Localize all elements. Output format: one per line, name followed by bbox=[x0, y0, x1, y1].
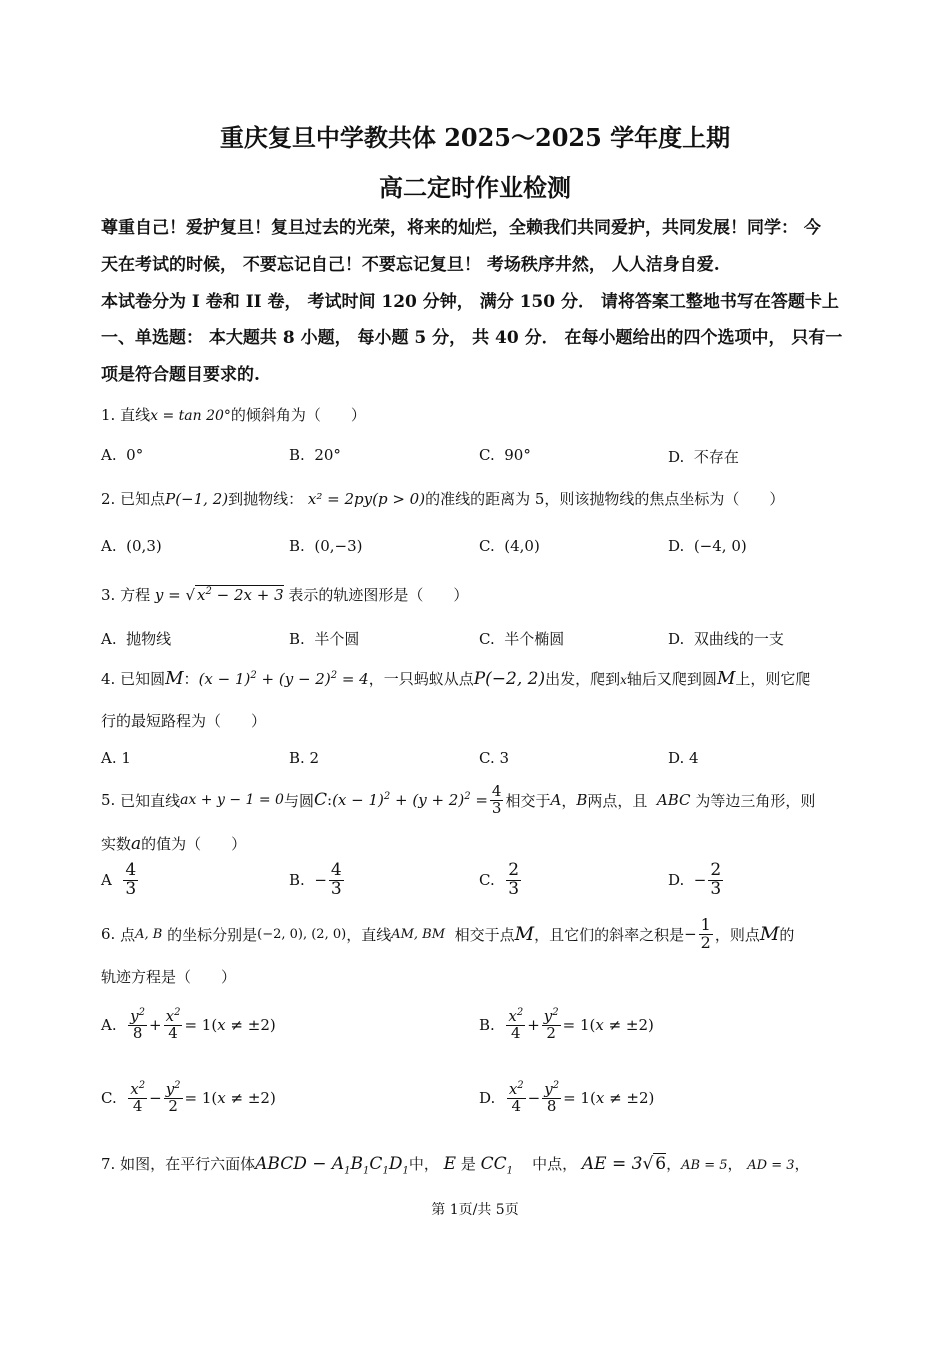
question-4: 4. 已知圆M：$(x - 1)^2 + (y - 2)^2 = 4$，一只蚂蚁从点P(−2, 2)出发，爬到x轴后又爬到圆M上，则它爬 bbox=[101, 668, 811, 689]
q3-option-b[interactable]: B. 半个圆 bbox=[289, 630, 360, 648]
question-5-line-2: 实数a的值为（ ） bbox=[101, 834, 247, 854]
q4-option-b[interactable]: B. 2 bbox=[289, 749, 320, 767]
q4-option-a[interactable]: A. 1 bbox=[101, 749, 131, 767]
q3-option-a[interactable]: A. 抛物线 bbox=[101, 630, 172, 648]
question-3: 3. 方程 y = √ $x^2 - 2x + 3$ 表示的轨迹图形是（ ） bbox=[101, 586, 469, 604]
section-heading: 一、单选题： 本大题共 8 小题， 每小题 5 分， 共 40 分． 在每小题给出的四个选项中， 只有一 bbox=[101, 328, 843, 348]
question-1: 1. 直线x = tan 20°的倾斜角为（ ） bbox=[101, 406, 366, 424]
q5-option-d[interactable]: D. − $\frac{2}{3}$ bbox=[668, 860, 722, 899]
q5-option-b[interactable]: B. − $\frac{4}{3}$ bbox=[289, 860, 342, 899]
q6-option-a[interactable]: A. $\frac{y^2}{8}$ + $\frac{x^2}{4}$ = 1(x ≠ ±2) bbox=[101, 1007, 276, 1042]
question-4-line-2: 行的最短路程为（ ） bbox=[101, 712, 267, 730]
q5-option-a[interactable]: A $\frac{4}{3}$ bbox=[101, 860, 137, 899]
q6-option-b[interactable]: B. $\frac{x^2}{4}$ + $\frac{y^2}{2}$ = 1(x ≠ ±2) bbox=[479, 1007, 654, 1042]
q1-option-a[interactable]: A. 0° bbox=[101, 446, 144, 464]
q4-option-c[interactable]: C. 3 bbox=[479, 749, 510, 767]
q4-option-d[interactable]: D. 4 bbox=[668, 749, 699, 767]
question-6: 6. 点 A, B 的坐标分别是 (−2, 0), (2, 0) ，直线 AM, BM 相交于点 M ，且它们的斜率之积是 − $\frac{1}{2}$ ，则点 M 的 bbox=[101, 914, 795, 952]
q3-equation: y = √ $x^2 - 2x + 3$ bbox=[154, 586, 284, 604]
q1-option-d[interactable]: D. 不存在 bbox=[668, 448, 739, 466]
exam-title: 重庆复旦中学教共体 2025～2025 学年度上期 bbox=[219, 123, 731, 152]
question-7: 7. 如图，在平行六面体ABCD − $A_1B_1C_1D_1$中， E 是 $CC_1$ 中点， AE = 3√ 6，AB = 5， AD = 3， bbox=[101, 1154, 810, 1177]
exam-subtitle: 高二定时作业检测 bbox=[379, 173, 571, 202]
q1-option-b[interactable]: B. 20° bbox=[289, 446, 341, 464]
question-5: 5. 已知直线 ax + y − 1 = 0 与圆 C : $(x - 1)^2 + (y + 2)^2$ = $\frac{4}{3}$ 相交于 A ， B 两点，且 ABC 为等边三角形，则 bbox=[101, 781, 816, 817]
q2-option-d[interactable]: D. (−4, 0) bbox=[668, 537, 747, 555]
q4-circle-eq: $(x - 1)^2 + (y - 2)^2 = 4$ bbox=[198, 670, 369, 688]
q3-option-d[interactable]: D. 双曲线的一支 bbox=[668, 630, 784, 648]
q2-option-b[interactable]: B. (0,−3) bbox=[289, 537, 363, 555]
intro-line-3: 本试卷分为 I 卷和 II 卷， 考试时间 120 分钟， 满分 150 分． 请将答案工整地书写在答题卡上 bbox=[101, 292, 839, 312]
q1-option-c[interactable]: C. 90° bbox=[479, 446, 531, 464]
section-heading-cont: 项是符合题目要求的. bbox=[101, 365, 260, 385]
question-6-line-2: 轨迹方程是（ ） bbox=[101, 968, 237, 986]
q6-option-d[interactable]: D. $\frac{x^2}{4}$ − $\frac{y^2}{8}$ = 1(x ≠ ±2) bbox=[479, 1080, 655, 1115]
page-footer: 第 1页/共 5页 bbox=[431, 1202, 519, 1218]
q3-option-c[interactable]: C. 半个椭圆 bbox=[479, 630, 565, 648]
question-2: 2. 已知点P(−1, 2)到抛物线： x² = 2py(p > 0)的准线的距离为 5，则该抛物线的焦点坐标为（ ） bbox=[101, 490, 785, 508]
intro-line-1: 尊重自己！爱护复旦！复旦过去的光荣，将来的灿烂，全赖我们共同爱护，共同发展！同学： 今 bbox=[101, 218, 821, 238]
q2-option-a[interactable]: A. (0,3) bbox=[101, 537, 162, 555]
q5-option-c[interactable]: C. $\frac{2}{3}$ bbox=[479, 860, 520, 899]
intro-line-2: 天在考试的时候， 不要忘记自己！不要忘记复旦！ 考场秩序井然， 人人洁身自爱. bbox=[101, 255, 720, 275]
q2-option-c[interactable]: C. (4,0) bbox=[479, 537, 540, 555]
q6-option-c[interactable]: C. $\frac{x^2}{4}$ − $\frac{y^2}{2}$ = 1(x ≠ ±2) bbox=[101, 1080, 276, 1115]
